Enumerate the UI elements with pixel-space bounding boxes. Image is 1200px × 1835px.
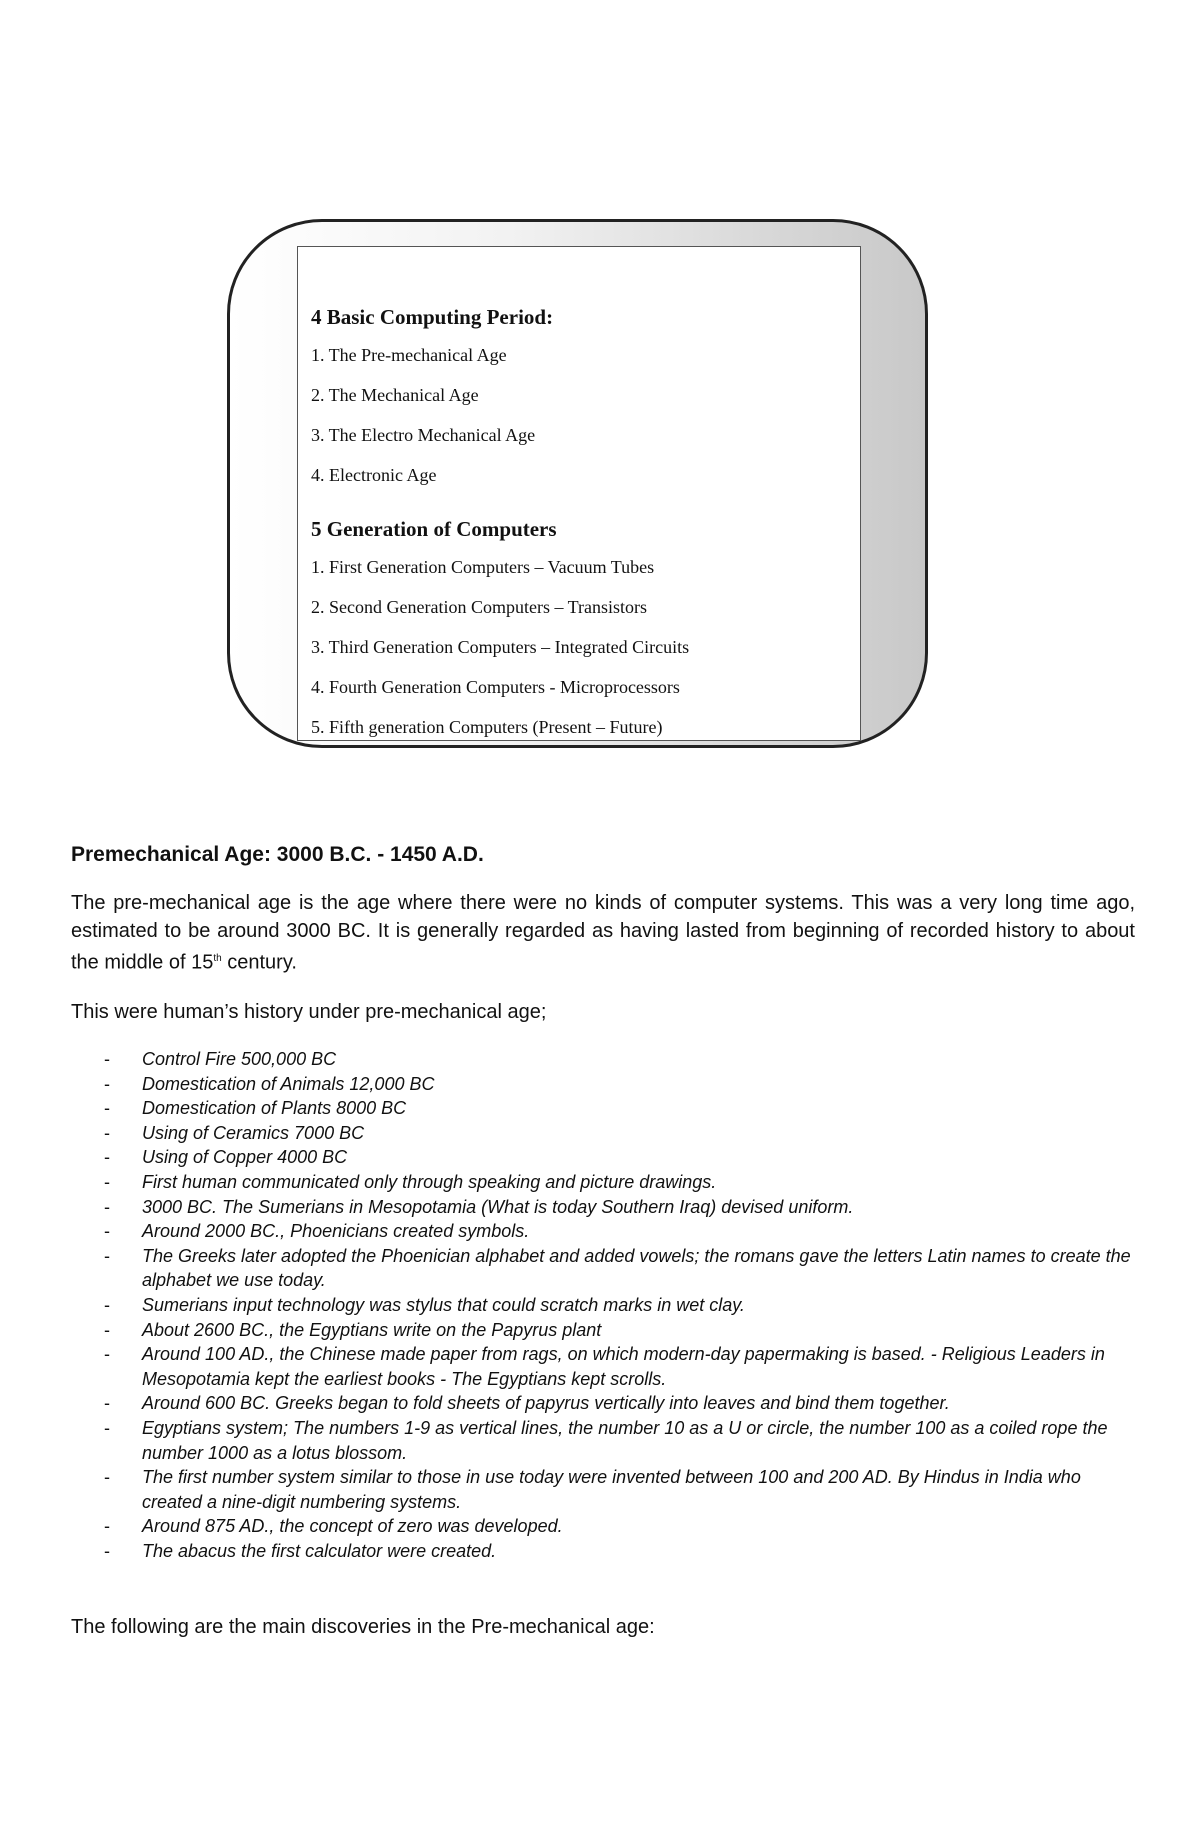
history-item-text: Around 100 AD., the Chinese made paper from rags, on which modern-day papermaking is based. - Religious Leaders in Mesopotamia kept the earliest books - The Egyptians kept scrolls. [142, 1344, 1105, 1389]
history-item-text: The first number system similar to those in use today were invented between 100 and 200 AD. By Hindus in India who created a nine-digit numbering systems. [142, 1467, 1081, 1512]
period-list [311, 344, 850, 504]
bullet-dash: - [104, 1221, 110, 1242]
bullet-dash: - [104, 1122, 110, 1143]
period-item: 3. The Electro Mechanical Age [311, 425, 536, 445]
intro-paragraph [71, 889, 1135, 977]
history-item [71, 1219, 1137, 1244]
bullet-dash: - [104, 1344, 110, 1365]
bullet-dash: - [104, 1540, 110, 1561]
history-item-text: Domestication of Plants 8000 BC [142, 1098, 407, 1119]
bullet-dash: - [104, 1467, 110, 1488]
history-item [71, 1293, 1137, 1318]
history-item [71, 1244, 1137, 1293]
generation-list [311, 556, 850, 756]
history-item-text: Around 875 AD., the concept of zero was developed. [142, 1516, 563, 1537]
history-item [71, 1342, 1137, 1391]
history-item-text: About 2600 BC., the Egyptians write on the Papyrus plant [142, 1319, 602, 1340]
history-item [71, 1391, 1137, 1416]
section-title: Premechanical Age: 3000 B.C. - 1450 A.D. [71, 843, 484, 866]
bullet-dash: - [104, 1147, 110, 1168]
history-item [71, 1145, 1137, 1170]
bullet-dash: - [104, 1171, 110, 1192]
history-item-text: Around 600 BC. Greeks began to fold sheets of papyrus vertically into leaves and bind them together. [142, 1393, 950, 1414]
history-item [71, 1072, 1137, 1097]
paragraph-end: century. [221, 951, 297, 974]
history-item-text: 3000 BC. The Sumerians in Mesopotamia (What is today Southern Iraq) devised uniform. [142, 1196, 854, 1217]
generation-item: 2. Second Generation Computers – Transistors [311, 597, 647, 617]
bullet-dash: - [104, 1098, 110, 1119]
history-item [71, 1096, 1137, 1121]
bullet-dash: - [104, 1516, 110, 1537]
period-item: 2. The Mechanical Age [311, 385, 479, 405]
history-item-text: The abacus the first calculator were created. [142, 1540, 497, 1561]
bullet-dash: - [104, 1073, 110, 1094]
generation-item: 1. First Generation Computers – Vacuum Tubes [311, 557, 655, 577]
computing-periods-box [297, 246, 861, 741]
generation-item: 4. Fourth Generation Computers - Microprocessors [311, 677, 680, 697]
history-item [71, 1416, 1137, 1465]
generation-item: 3. Third Generation Computers – Integrated Circuits [311, 637, 690, 657]
history-item [71, 1465, 1137, 1514]
bullet-dash: - [104, 1319, 110, 1340]
history-intro: This were human’s history under pre-mechanical age; [71, 1001, 547, 1023]
bullet-dash: - [104, 1417, 110, 1438]
paragraph-start: The pre-mechanical age is the age where there were no kinds of computer systems. This was a very long time ago, estimated to be around 3000 BC. It is generally regarded as having lasted from beginning of recorded history to about the middle of 15 [71, 892, 1135, 974]
period-item: 1. The Pre-mechanical Age [311, 345, 507, 365]
history-item [71, 1121, 1137, 1146]
generation-heading: 5 Generation of Computers [311, 517, 557, 541]
history-item-text: Around 2000 BC., Phoenicians created symbols. [142, 1221, 530, 1242]
history-item-text: Sumerians input technology was stylus that could scratch marks in wet clay. [142, 1294, 745, 1315]
history-item-text: The Greeks later adopted the Phoenician alphabet and added vowels; the romans gave the letters Latin names to create the alphabet we use today. [142, 1245, 1131, 1291]
history-item-text: Control Fire 500,000 BC [142, 1049, 337, 1069]
history-item [71, 1318, 1137, 1343]
bullet-dash: - [104, 1049, 110, 1069]
generation-item: 5. Fifth generation Computers (Present – Future) [311, 717, 663, 737]
bullet-dash: - [104, 1196, 110, 1217]
paragraph-superscript: th [213, 953, 222, 964]
bullet-dash: - [104, 1245, 110, 1266]
period-item: 4. Electronic Age [311, 465, 437, 485]
history-item-text: First human communicated only through speaking and picture drawings. [142, 1171, 717, 1192]
history-item [71, 1047, 1137, 1072]
history-item [71, 1195, 1137, 1220]
history-item [71, 1539, 1137, 1564]
period-heading: 4 Basic Computing Period: [311, 305, 554, 329]
closing-line: The following are the main discoveries in the Pre-mechanical age: [71, 1616, 655, 1638]
history-item [71, 1514, 1137, 1539]
history-item-text: Domestication of Animals 12,000 BC [142, 1073, 435, 1094]
history-item-text: Using of Copper 4000 BC [142, 1147, 348, 1168]
history-item-text: Using of Ceramics 7000 BC [142, 1122, 365, 1143]
bullet-dash: - [104, 1294, 110, 1315]
history-item-text: Egyptians system; The numbers 1-9 as vertical lines, the number 10 as a U or circle, the number 100 as a coiled rope the number 1000 as a lotus blossom. [142, 1417, 1108, 1463]
bullet-dash: - [104, 1393, 110, 1414]
history-list [71, 1047, 1137, 1563]
history-item [71, 1170, 1137, 1195]
